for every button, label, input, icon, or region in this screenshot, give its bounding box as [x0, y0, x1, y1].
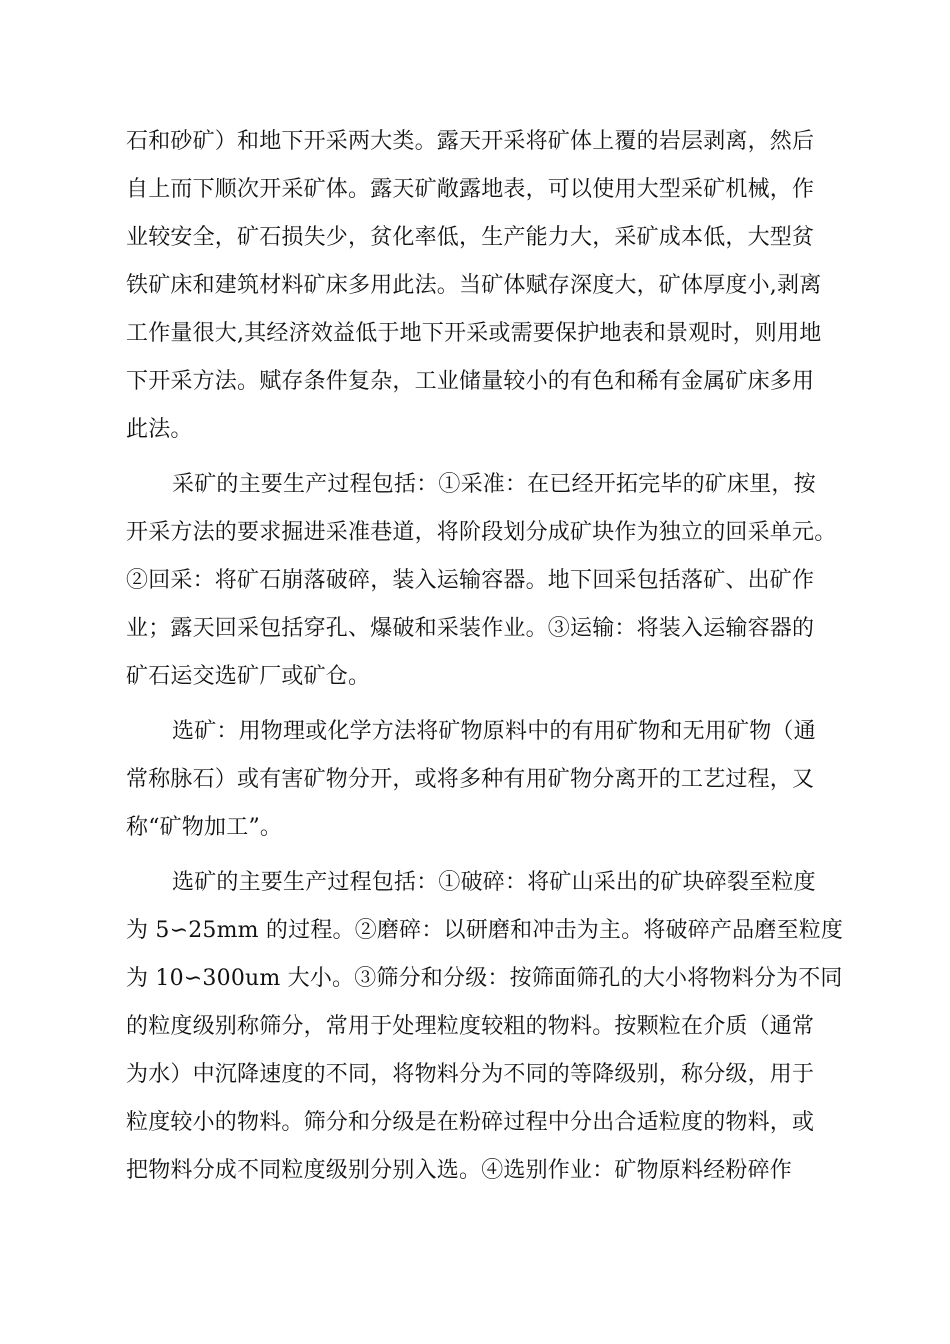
text-line: 为 10∽300um 大小。③筛分和分级：按筛面筛孔的大小将物料分为不同	[126, 966, 843, 991]
text-line: 工作量很大,其经济效益低于地下开采或需要保护地表和景观时，则用地	[126, 321, 822, 346]
text-line: 铁矿床和建筑材料矿床多用此法。当矿体赋存深度大，矿体厚度小,剥离	[126, 273, 822, 298]
text-line: 业较安全，矿石损失少，贫化率低，生产能力大，采矿成本低，大型贫	[126, 225, 815, 250]
text-line: 石和砂矿）和地下开采两大类。露天开采将矿体上覆的岩层剥离，然后	[126, 129, 815, 154]
text-line: 把物料分成不同粒度级别分别入选。④选别作业：矿物原料经粉碎作	[126, 1158, 793, 1183]
text-line: 开采方法的要求掘进采准巷道，将阶段划分成矿块作为独立的回采单元。	[126, 520, 837, 545]
text-line: 为水）中沉降速度的不同，将物料分为不同的等降级别，称分级，用于	[126, 1062, 815, 1087]
text-line: 常称脉石）或有害矿物分开，或将多种有用矿物分离开的工艺过程，又	[126, 767, 815, 792]
text-line: 选矿：用物理或化学方法将矿物原料中的有用矿物和无用矿物（通	[172, 719, 816, 744]
text-line: 此法。	[126, 417, 193, 442]
text-line: 业；露天回采包括穿孔、爆破和采装作业。③运输：将装入运输容器的	[126, 616, 815, 641]
text-line: 粒度较小的物料。筛分和分级是在粉碎过程中分出合适粒度的物料，或	[126, 1110, 815, 1135]
text-line: 下开采方法。赋存条件复杂，工业储量较小的有色和稀有金属矿床多用	[126, 369, 815, 394]
text-line: 选矿的主要生产过程包括：①破碎：将矿山采出的矿块碎裂至粒度	[172, 870, 816, 895]
text-line: 称“矿物加工”。	[126, 815, 283, 840]
text-line: 的粒度级别称筛分，常用于处理粒度较粗的物料。按颗粒在介质（通常	[126, 1014, 815, 1039]
text-line: 矿石运交选矿厂或矿仓。	[126, 664, 371, 689]
text-line: 自上而下顺次开采矿体。露天矿敞露地表，可以使用大型采矿机械，作	[126, 177, 815, 202]
paragraph-1	[126, 118, 838, 454]
text-line: 为 5∽25mm 的过程。②磨碎：以研磨和冲击为主。将破碎产品磨至粒度	[126, 918, 844, 943]
paragraph-2	[126, 461, 838, 701]
document-body	[126, 118, 844, 1195]
text-line: ②回采：将矿石崩落破碎，装入运输容器。地下回采包括落矿、出矿作	[126, 568, 815, 593]
text-line: 采矿的主要生产过程包括：①采准：在已经开拓完毕的矿床里，按	[172, 472, 816, 497]
paragraph-4	[126, 859, 844, 1195]
paragraph-3	[126, 708, 838, 852]
